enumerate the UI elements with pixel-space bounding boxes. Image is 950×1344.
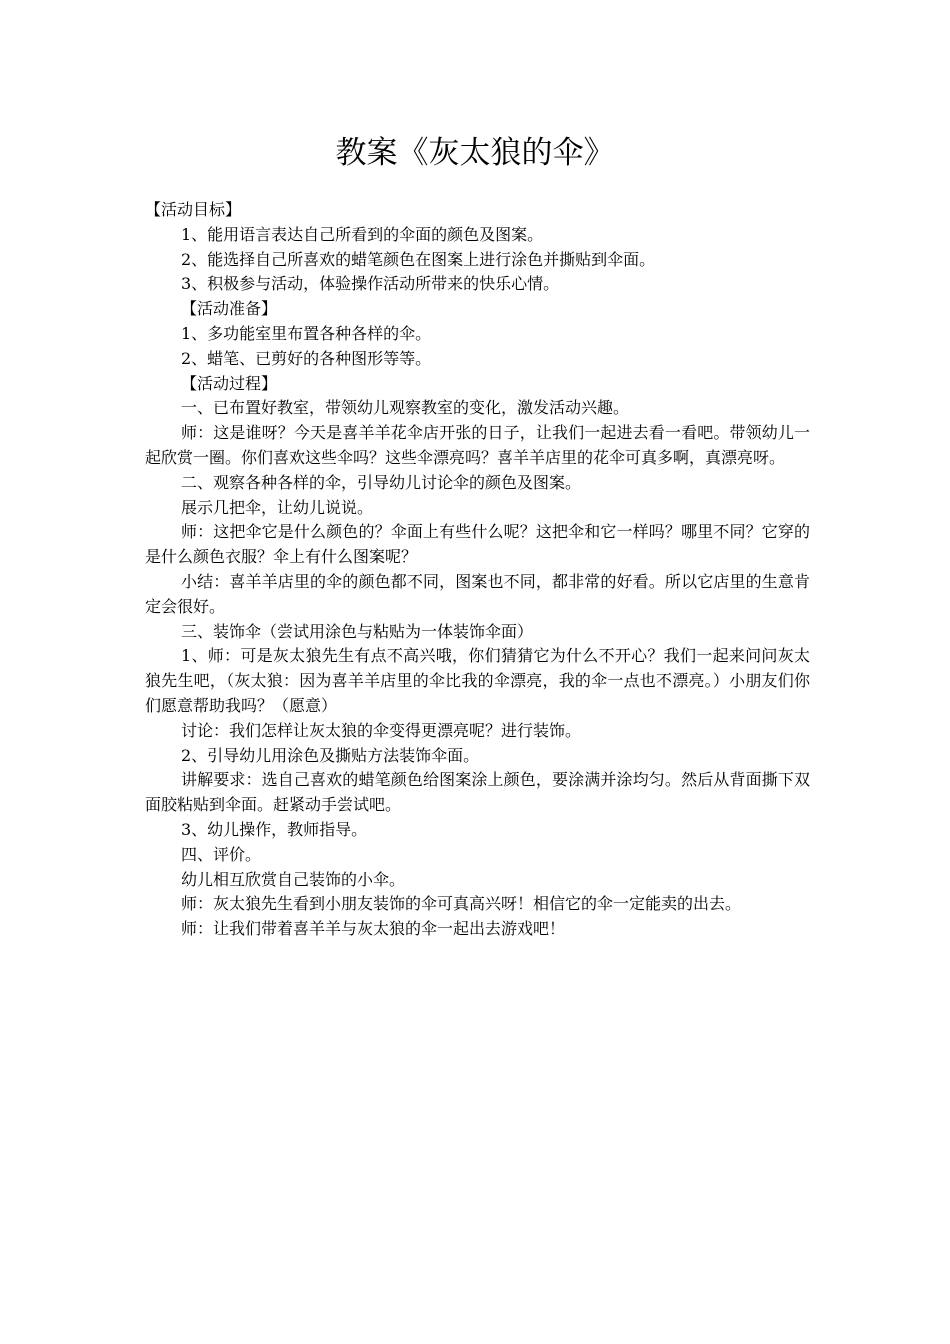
- paragraph: 四、评价。: [181, 844, 262, 864]
- paragraph: 2、引导幼儿用涂色及撕贴方法装饰伞面。: [181, 745, 480, 765]
- section-heading-preparation: 【活动准备】: [181, 299, 278, 319]
- paragraph: 展示几把伞，让幼儿说说。: [181, 497, 374, 517]
- paragraph: 一、已布置好教室，带领幼儿观察教室的变化，激发活动兴趣。: [181, 398, 630, 418]
- paragraph: 2、能选择自己所喜欢的蜡笔颜色在图案上进行涂色并撕贴到伞面。: [181, 249, 656, 269]
- paragraph: 师：让我们带着喜羊羊与灰太狼的伞一起出去游戏吧！: [181, 919, 566, 939]
- paragraph: 师：这是谁呀？今天是喜羊羊花伞店开张的日子，让我们一起进去看一看吧。带领幼儿一起欣赏一圈。你们喜欢这些伞吗？这些伞漂亮吗？喜羊羊店里的花伞可真多啊，真漂亮呀。: [145, 423, 810, 467]
- paragraph: 3、幼儿操作，教师指导。: [181, 819, 368, 839]
- paragraph: 1、多功能室里布置各种各样的伞。: [181, 323, 432, 343]
- paragraph: 讲解要求：选自己喜欢的蜡笔颜色给图案涂上颜色，要涂满并涂均匀。然后从背面撕下双面胶粘贴到伞面。赶紧动手尝试吧。: [145, 770, 810, 815]
- paragraph: 幼儿相互欣赏自己装饰的小伞。: [181, 869, 406, 889]
- paragraph: 小结：喜羊羊店里的伞的颜色都不同，图案也不同，都非常的好看。所以它店里的生意肯定会很好。: [145, 571, 810, 616]
- document-title: 教案《灰太狼的伞》: [335, 135, 615, 171]
- document-body: [145, 198, 810, 942]
- paragraph: 师：灰太狼先生看到小朋友装饰的伞可真高兴呀！相信它的伞一定能卖的出去。: [181, 894, 742, 914]
- paragraph: 二、观察各种各样的伞，引导幼儿讨论伞的颜色及图案。: [181, 472, 582, 492]
- paragraph: 1、师：可是灰太狼先生有点不高兴哦，你们猜猜它为什么不开心？我们一起来问问灰太狼先生吧，（灰太狼：因为喜羊羊店里的伞比我的伞漂亮，我的伞一点也不漂亮。）小朋友们你们愿意帮助我吗？（愿意）: [145, 646, 810, 715]
- paragraph: 1、能用语言表达自己所看到的伞面的颜色及图案。: [181, 224, 544, 244]
- section-heading-goals: 【活动目标】: [145, 200, 242, 219]
- paragraph: 师：这把伞它是什么颜色的？伞面上有些什么呢？这把伞和它一样吗？哪里不同？它穿的是什么颜色衣服？伞上有什么图案呢？: [145, 522, 810, 567]
- paragraph: 3、积极参与活动，体验操作活动所带来的快乐心情。: [181, 274, 560, 294]
- paragraph: 2、蜡笔、已剪好的各种图形等等。: [181, 348, 432, 368]
- paragraph: 讨论：我们怎样让灰太狼的伞变得更漂亮呢？进行装饰。: [181, 720, 582, 740]
- section-heading-process: 【活动过程】: [181, 373, 278, 393]
- paragraph: 三、装饰伞（尝试用涂色与粘贴为一体装饰伞面）: [181, 621, 534, 641]
